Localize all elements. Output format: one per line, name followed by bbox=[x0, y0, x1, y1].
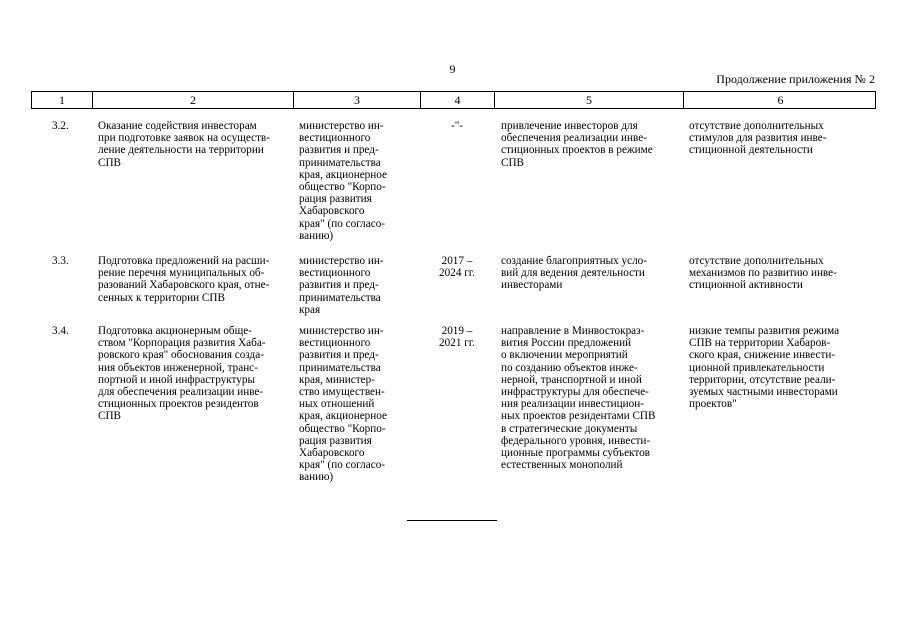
consequence-text: низкие темпы развития режима СПВ на территории Хабаров- ского края, снижение инвести- ционной привлекательности территории, отсутствие реали- зуемых частными инвесторами проектов" bbox=[689, 325, 840, 411]
measure-text: Подготовка акционерным обще- ством "Корпорация развития Хаба- ровского края" обоснования созда- ния объектов инженерной, транс- портной и иной инфраструктуры для обеспечения реализации инве- стиционных проектов резидентов СПВ bbox=[98, 325, 266, 423]
result-text: создание благоприятных усло- вий для ведения деятельности инвесторами bbox=[501, 255, 647, 292]
column-header-5: 5 bbox=[495, 92, 684, 108]
measure-text: Подготовка предложений на расши- рение перечня муниципальных об- разований Хабаровского края, отне- сенных к территории СПВ bbox=[98, 255, 270, 304]
period-text: -"- bbox=[450, 120, 464, 132]
column-header-1: 1 bbox=[32, 92, 93, 108]
row-number: 3.3. bbox=[52, 255, 69, 267]
page-number: 9 bbox=[449, 62, 456, 76]
row-number: 3.2. bbox=[52, 120, 69, 132]
result-text: привлечение инвесторов для обеспечения реализации инве- стиционных проектов в режиме СПВ bbox=[501, 120, 653, 169]
executor-text: министерство ин- вестиционного развития и пред- принимательства края, акционерное общество "Корпо- рация развития Хабаровского края" (по согласо- ванию) bbox=[299, 120, 387, 242]
column-header-2: 2 bbox=[93, 92, 294, 108]
column-header-3: 3 bbox=[294, 92, 421, 108]
measure-text: Оказание содействия инвесторам при подготовке заявок на осуществ- ление деятельности на территории СПВ bbox=[98, 120, 270, 169]
period-text: 2017 – 2024 гг. bbox=[439, 255, 475, 280]
column-header-6: 6 bbox=[777, 93, 784, 107]
consequence-text: отсутствие дополнительных механизмов по развитию инве- стиционной активности bbox=[689, 255, 837, 292]
consequence-text: отсутствие дополнительных стимулов для развития инве- стиционной деятельности bbox=[689, 120, 827, 157]
period-text: 2019 – 2021 гг. bbox=[439, 325, 475, 350]
table-header-row bbox=[31, 91, 876, 109]
end-divider bbox=[407, 520, 497, 521]
row-number: 3.4. bbox=[52, 325, 69, 337]
result-text: направление в Минвостокраз- вития России предложений о включении мероприятий по созданию объектов инже- нерной, транспортной и иной инфраструктуры для обеспече- ния реализации инвестицион- ных проектов резидентами СПВ в стратегические документы федерального уровня, инвести- ционные программы субъектов естественных монополий bbox=[501, 325, 656, 472]
executor-text: министерство ин- вестиционного развития и пред- принимательства края, министер- ство имуществен- ных отношений края, акционерное общество "Корпо- рация развития Хабаровского края" (по согласо- ванию) bbox=[299, 325, 387, 484]
continuation-label: Продолжение приложения № 2 bbox=[716, 72, 875, 86]
executor-text: министерство ин- вестиционного развития и пред- принимательства края bbox=[299, 255, 384, 316]
column-header-4: 4 bbox=[421, 92, 495, 108]
